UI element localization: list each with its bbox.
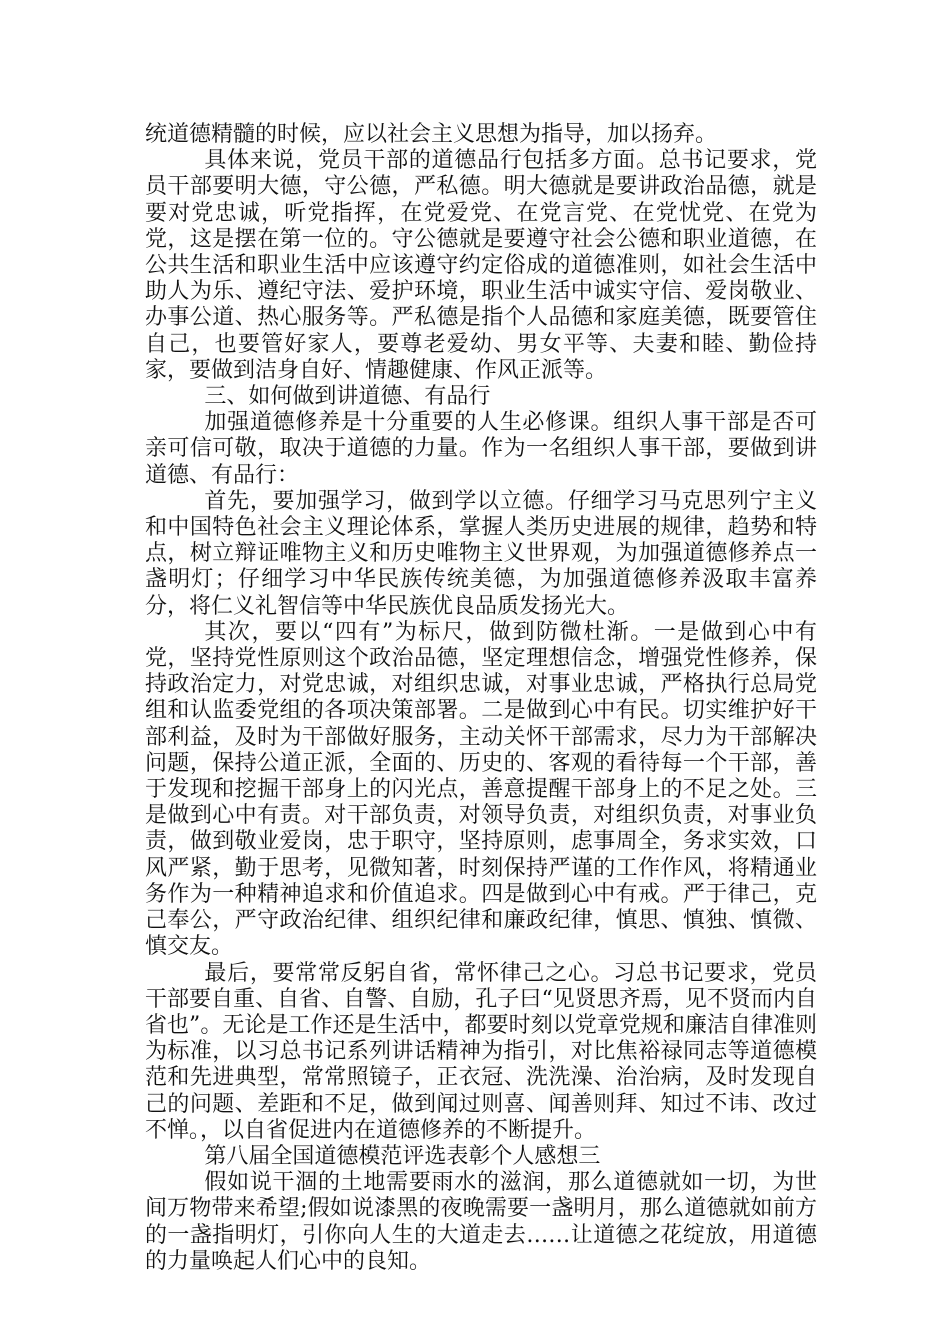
paragraph-continuation: 统道德精髓的时候，应以社会主义思想为指导，加以扬弃。 (145, 122, 718, 147)
paragraph-first-study: 首先，要加强学习，做到学以立德。仔细学习马克思列宁主义和中国特色社会主义理论体系，掌握人类历史进展的规律，趋势和特点，树立辩证唯物主义和历史唯物主义世界观，为加强道德修养点一盏明灯；仔细学习中华民族传统美德，为加强道德修养汲取丰富养分，将仁义礼智信等中华民族优良品质发扬光大。 (145, 488, 817, 619)
paragraph-moral-conduct: 具体来说，党员干部的道德品行包括多方面。总书记要求，党员干部要明大德，守公德，严私德。明大德就是要讲政治品德，就是要对党忠诚，听党指挥，在党爱党、在党言党、在党忧党、在党为党，这是摆在第一位的。守公德就是要遵守社会公德和职业道德，在公共生活和职业生活中应该遵守约定俗成的道德准则，如社会生活中助人为乐、遵纪守法、爱护环境，职业生活中诚实守信、爱岗敬业、办事公道、热心服务等。严私德是指个人品德和家庭美德，既要管住自己，也要管好家人，要尊老爱幼、男女平等、夫妻和睦、勤俭持家，要做到洁身自好、情趣健康、作风正派等。 (145, 148, 817, 383)
paragraph-finally-self-reflection: 最后，要常常反躬自省，常怀律己之心。习总书记要求，党员干部要自重、自省、自警、自励，孔子曰“见贤思齐焉，见不贤而内自省也”。无论是工作还是生活中，都要时刻以党章党规和廉洁自律准则为标准，以习总书记系列讲话精神为指引，对比焦裕禄同志等道德模范和先进典型，常常照镜子，正衣冠、洗洗澡、治治病，及时发现自己的问题、差距和不足，做到闻过则喜、闻善则拜、知过不讳、改过不惮。，以自省促进内在道德修养的不断提升。 (145, 960, 817, 1143)
section-heading-reflection-three: 第八届全国道德模范评选表彰个人感想三 (204, 1143, 601, 1169)
paragraph-second-four-haves: 其次，要以“四有”为标尺，做到防微杜渐。一是做到心中有党，坚持党性原则这个政治品德，坚定理想信念，增强党性修养，保持政治定力，对党忠诚，对组织忠诚，对事业忠诚，严格执行总局党组和认监委党组的各项决策部署。二是做到心中有民。切实维护好干部利益，及时为干部做好服务，主动关怀干部需求，尽力为干部解决问题，保持公道正派，全面的、历史的、客观的看待每一个干部，善于发现和挖掘干部身上的闪光点，善意提醒干部身上的不足之处。三是做到心中有责。对干部负责，对领导负责，对组织负责，对事业负责，做到敬业爱岗，忠于职守，坚持原则，虑事周全，务求实效，口风严紧，勤于思考，见微知著，时刻保持严谨的工作作风，将精通业务作为一种精神追求和价值追求。四是做到心中有戒。严于律己，克己奉公，严守政治纪律、组织纪律和廉政纪律，慎思、慎独、慎微、慎交友。 (145, 619, 817, 960)
section-heading-three: 三、如何做到讲道德、有品行 (204, 384, 491, 410)
paragraph-self-cultivation: 加强道德修养是十分重要的人生必修课。组织人事干部是否可亲可信可敬，取决于道德的力量。作为一名组织人事干部，要做到讲道德、有品行： (145, 410, 817, 488)
document-page (145, 122, 817, 1275)
paragraph-moral-flower: 假如说干涸的土地需要雨水的滋润，那么道德就如一切，为世间万物带来希望;假如说漆黑的夜晚需要一盏明月，那么道德就如前方的一盏指明灯，引你向人生的大道走去……让道德之花绽放，用道德的力量唤起人们心中的良知。 (145, 1170, 817, 1274)
